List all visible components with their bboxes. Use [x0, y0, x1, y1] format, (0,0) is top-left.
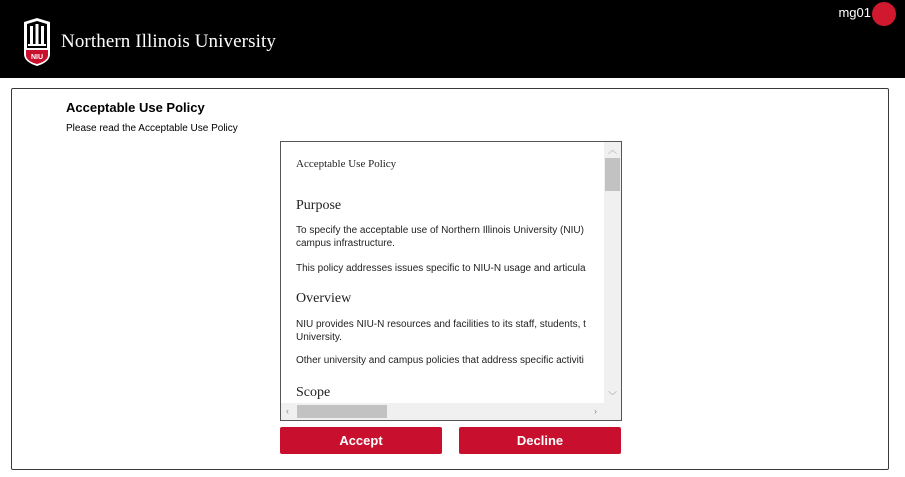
user-name[interactable]: mg01 — [838, 5, 871, 20]
policy-paragraph: NIU provides NIU-N resources and facilities to its staff, students, t University. — [296, 319, 586, 343]
scroll-up-arrow-icon[interactable]: ︿ — [608, 145, 618, 155]
user-avatar[interactable] — [872, 2, 896, 26]
top-header — [0, 0, 905, 78]
horizontal-scroll-thumb[interactable] — [297, 405, 387, 418]
niu-logo-icon[interactable] — [23, 18, 51, 66]
policy-doc-title: Acceptable Use Policy — [296, 158, 397, 170]
university-name[interactable]: Northern Illinois University — [61, 31, 276, 52]
policy-paragraph: Other university and campus policies that address specific activiti — [296, 355, 584, 366]
vertical-scroll-thumb[interactable] — [605, 158, 620, 191]
accept-button[interactable]: Accept — [280, 427, 442, 454]
policy-scroll-box[interactable] — [280, 141, 622, 421]
policy-card — [11, 88, 889, 470]
policy-content — [281, 142, 605, 404]
scroll-down-arrow-icon[interactable]: ﹀ — [608, 391, 618, 401]
decline-button[interactable]: Decline — [459, 427, 621, 454]
section-heading-scope: Scope — [296, 385, 331, 400]
scroll-right-arrow-icon[interactable]: › — [594, 406, 597, 416]
policy-paragraph: This policy addresses issues specific to NIU-N usage and articula — [296, 263, 586, 274]
section-heading-overview: Overview — [296, 291, 352, 306]
section-heading-purpose: Purpose — [296, 198, 342, 213]
horizontal-scrollbar[interactable] — [281, 403, 605, 420]
logo-text: NIU — [30, 54, 44, 61]
page-subtitle: Please read the Acceptable Use Policy — [66, 123, 238, 134]
vertical-scrollbar[interactable] — [604, 142, 621, 404]
scroll-left-arrow-icon[interactable]: ‹ — [286, 406, 289, 416]
scrollbar-corner — [604, 403, 621, 420]
policy-paragraph: To specify the acceptable use of Northern Illinois University (NIU) campus infrastructure. — [296, 225, 584, 249]
page-title: Acceptable Use Policy — [66, 100, 205, 115]
